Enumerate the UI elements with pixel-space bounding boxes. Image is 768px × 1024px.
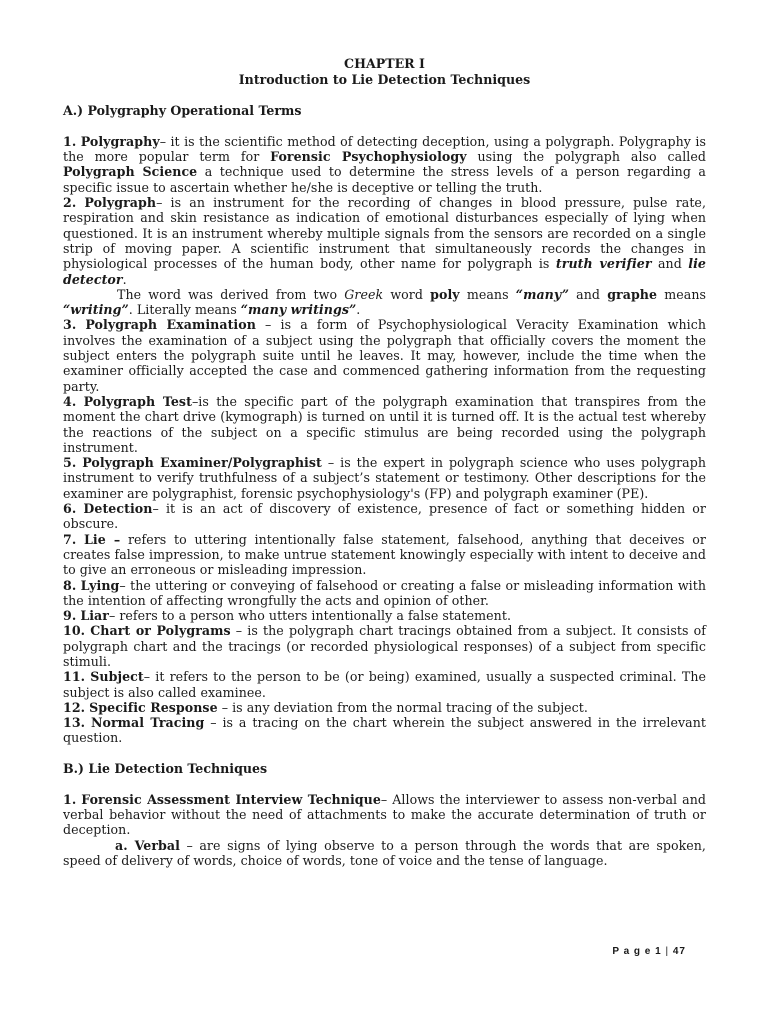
term-name: Lying <box>80 577 120 593</box>
section-a-heading: A.) Polygraphy Operational Terms <box>63 103 302 119</box>
term-name: Polygraph <box>84 195 157 211</box>
term-name: Polygraph Examination <box>85 317 256 333</box>
term-name: Normal Tracing <box>90 715 205 731</box>
subitem-label: a. Verbal <box>115 837 180 853</box>
term-item: 4. Polygraph Test–is the specific part of the polygraph examination that transpires from the moment the chart drive (kymograph) is turned on until it is turned off. It is the actual test whereby the reactions of the subject on a specific stimulus are being recorded using the polygraph instrument. <box>63 393 706 455</box>
chapter-label: CHAPTER I <box>344 56 425 71</box>
term-item: 6. Detection– it is an act of discovery of existence, presence of fact or something hidden or obscure. <box>63 501 706 532</box>
technique-term: Forensic Assessment Interview Technique <box>81 791 381 807</box>
term-name: Detection <box>83 501 153 517</box>
term-item: 3. Polygraph Examination – is a form of Psychophysiological Veracity Examination which involves the examination of a subject using the polygraph that officially covers the moment the subject enters the polygraph suite until he leaves. It may, however, include the time when the examiner officially accepted the case and commenced gathering information from the requesting party. <box>63 317 706 394</box>
term-item: 9. Liar– refers to a person who utters intentionally a false statement. <box>63 608 511 624</box>
word-origin-note: The word was derived from two Greek word poly means “many” and graphe means “writing”. Literally means “many writings”. <box>63 286 707 318</box>
technique-item: 1. Forensic Assessment Interview Technique– Allows the interviewer to assess non-verbal and verbal behavior without the need of attachments to make the accurate determination of truth or deception. <box>63 791 706 838</box>
section-b-heading: B.) Lie Detection Techniques <box>63 761 268 777</box>
term-name: Liar <box>80 608 109 624</box>
term-name: Lie – <box>83 531 121 547</box>
term-name: Specific Response <box>89 699 218 715</box>
page-footer: P a g e 1 | 47 <box>612 946 686 957</box>
term-item: 11. Subject– it refers to the person to be (or being) examined, usually a suspected criminal. The subject is also called examinee. <box>63 669 706 700</box>
term-name: Polygraph Test <box>83 393 192 409</box>
term-item: 8. Lying– the uttering or conveying of falsehood or creating a false or misleading information with the intention of affecting wrongfully the acts and opinion of other. <box>63 577 706 608</box>
term-name: Chart or Polygrams <box>90 623 231 639</box>
term-item: 7. Lie – refers to uttering intentionally false statement, falsehood, anything that deceives or creates false impression, to make untrue statement knowingly especially with intent to deceive and to give an erroneous or misleading impression. <box>63 531 706 578</box>
term-item: 2. Polygraph– is an instrument for the recording of changes in blood pressure, pulse rate, respiration and skin resistance as indication of emotional disturbances especially of lying when questioned. It is an instrument whereby multiple signals from the sensors are recorded on a single strip of moving paper. A scientific instrument that simultaneously records the changes in physiological processes of the human body, other name for polygraph is truth verifier and lie detector. <box>63 195 706 287</box>
terms-list <box>63 134 706 746</box>
term-name: Subject <box>90 669 144 685</box>
term-item: 12. Specific Response – is any deviation from the normal tracing of the subject. <box>63 699 588 715</box>
term-name: Polygraph Examiner/Polygraphist <box>82 455 322 471</box>
term-item: 5. Polygraph Examiner/Polygraphist – is the expert in polygraph science who uses polygraph instrument to verify truthfulness of a subject’s statement or testimony. Other descriptions for the examiner are polygraphist, forensic psychophysiology's (FP) and polygraph examiner (PE). <box>63 455 706 501</box>
term-name: Polygraphy <box>80 133 160 149</box>
term-item: 1. Polygraphy– it is the scientific method of detecting deception, using a polygraph. Polygraphy is the more popular term for Forensic Psychophysiology using the polygraph also called Polygraph Science a technique used to determine the stress levels of a person regarding a specific issue to ascertain whether he/she is deceptive or telling the truth. <box>63 133 706 195</box>
chapter-title: Introduction to Lie Detection Techniques <box>238 72 531 87</box>
technique-subitem: a. Verbal – are signs of lying observe to a person through the words that are spoken, speed of delivery of words, choice of words, tone of voice and the tense of language. <box>63 837 706 868</box>
term-item: 10. Chart or Polygrams – is the polygraph chart tracings obtained from a subject. It consists of polygraph chart and the tracings (or recorded physiological responses) of a subject from specific stimuli. <box>63 623 706 669</box>
term-item: 13. Normal Tracing – is a tracing on the chart wherein the subject answered in the irrelevant question. <box>63 715 706 746</box>
